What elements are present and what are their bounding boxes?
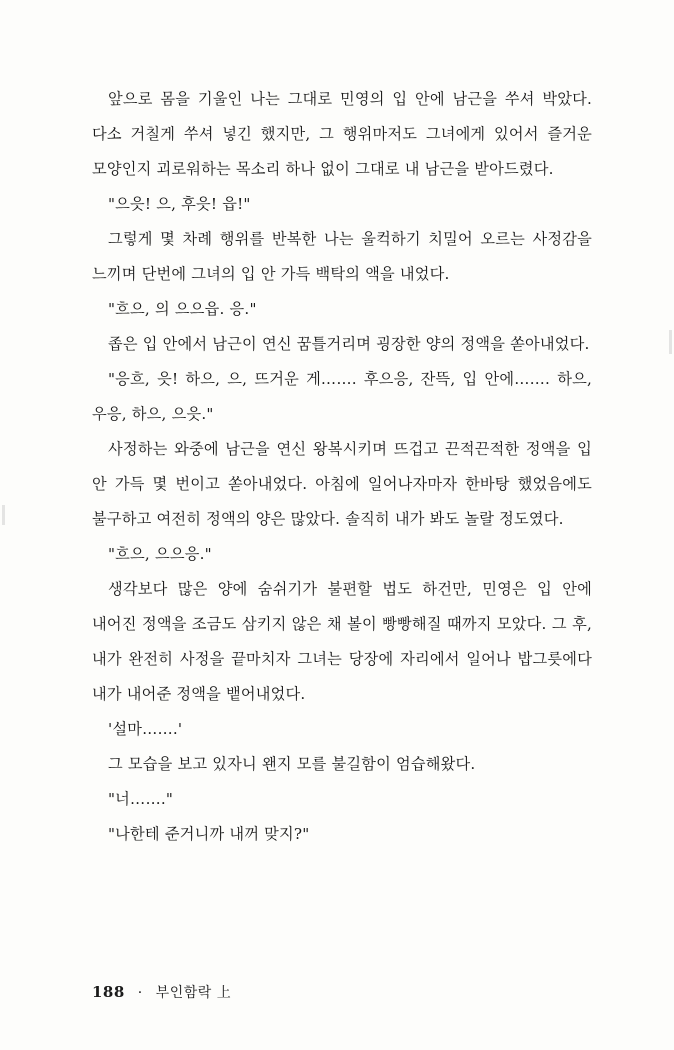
page-footer xyxy=(92,982,592,1002)
paragraph: 좁은 입 안에서 남근이 연신 꿈틀거리며 굉장한 양의 정액을 쏟아내었다. xyxy=(108,335,590,353)
dialog-line: "흐으, 으으응." xyxy=(108,545,212,563)
paragraph: 사정하는 와중에 남근을 연신 왕복시키며 뜨겁고 끈적끈적한 정액을 입 안 가득 몇 번이고 쏟아내었다. 아침에 일어나자마자 한바탕 했었음에도 불구하고 여전히 정액의 양은 많았다. 솔직히 내가 봐도 놀랄 정도였다. xyxy=(92,440,592,528)
dialog-line: "으읏! 으, 후읏! 읍!" xyxy=(108,195,251,213)
dialog-line: "너……." xyxy=(108,790,174,808)
page-number: 188 xyxy=(92,983,125,1001)
page-edge-mark xyxy=(2,505,5,525)
book-title: 부인함락 上 xyxy=(155,985,232,1001)
footer-separator: · xyxy=(137,985,143,1001)
dialog-line: "나한테 준거니까 내꺼 맞지?" xyxy=(108,825,310,843)
dialog-line: "응흐, 읏! 하으, 으, 뜨거운 게……. 후으응, 잔뜩, 입 안에……. 하으, 우응, 하으, 으읏." xyxy=(92,370,592,423)
dialog-line: "흐으, 의 으으읍. 응." xyxy=(108,300,257,318)
paragraph: 그 모습을 보고 있자니 왠지 모를 불길함이 엄습해왔다. xyxy=(108,755,476,773)
paragraph: 앞으로 몸을 기울인 나는 그대로 민영의 입 안에 남근을 쑤셔 박았다. 다소 거칠게 쑤셔 넣긴 했지만, 그 행위마저도 그녀에게 있어서 즐거운 모양인지 괴로워하는 목소리 하나 없이 그대로 내 남근을 받아드렸다. xyxy=(92,90,592,178)
paragraph: 그렇게 몇 차례 행위를 반복한 나는 울컥하기 치밀어 오르는 사정감을 느끼며 단번에 그녀의 입 안 가득 백탁의 액을 내었다. xyxy=(92,230,592,283)
page-text-body xyxy=(92,82,592,852)
dialog-line: '설마…….' xyxy=(108,720,183,738)
paragraph: 생각보다 많은 양에 숨쉬기가 불편할 법도 하건만, 민영은 입 안에 내어진 정액을 조금도 삼키지 않은 채 볼이 빵빵해질 때까지 모았다. 그 후, 내가 완전히 사정을 끝마치자 그녀는 당장에 자리에서 일어나 밥그릇에다 내가 내어준 정액을 뱉어내었다. xyxy=(92,580,592,703)
page-edge-mark xyxy=(669,330,672,354)
